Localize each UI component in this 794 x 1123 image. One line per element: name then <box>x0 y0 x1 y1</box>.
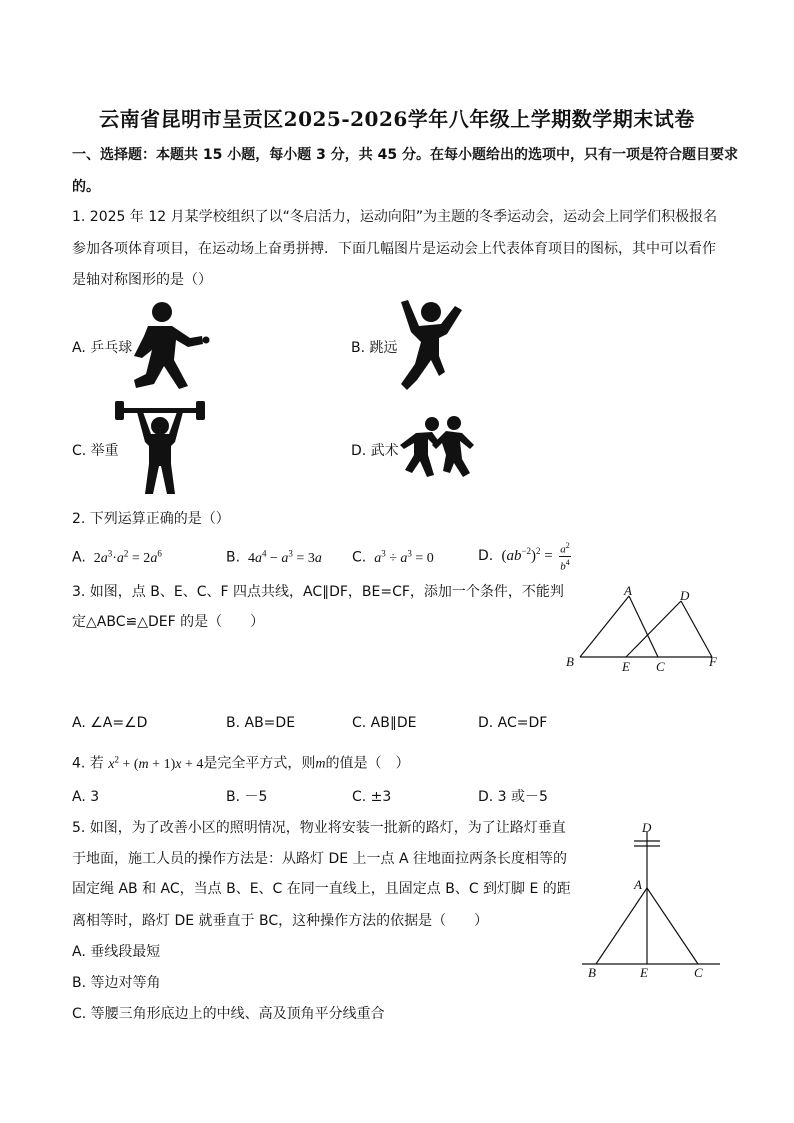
q3-option-b: B. AB=DE <box>226 715 296 731</box>
q4-stem-prefix: 4. 若 <box>72 755 104 772</box>
q1-option-c: C. 举重 <box>72 443 119 459</box>
q5-streetlight-figure <box>578 818 724 980</box>
q5-label-c: C <box>694 965 703 980</box>
ping-pong-icon <box>128 300 210 390</box>
q3-label-b: B <box>566 654 574 669</box>
q1-option-a: A. 乒乓球 <box>72 340 133 356</box>
q3-triangle-figure <box>562 580 732 678</box>
q4-stem-end: 的值是（ ） <box>325 755 410 772</box>
q5-label-e: E <box>640 965 648 980</box>
q3-label-c: C <box>656 659 665 674</box>
q2-option-d-label: D. <box>478 548 494 565</box>
q2-option-b-formula: $4a^4 - a^3 = 3a$ <box>244 548 322 566</box>
q3-line1: 3. 如图，点 B、E、C、F 四点共线，AC∥DF，BE=CF，添加一个条件，不能判 <box>72 584 564 600</box>
q4-variable-m: m <box>315 756 326 772</box>
q4-option-a: A. 3 <box>72 789 100 805</box>
q4-stem-suffix: 是完全平方式，则 <box>203 755 316 772</box>
q5-option-b: B. 等边对等角 <box>72 975 161 991</box>
q2-option-d-fraction: $a^2$ $b^4$ <box>560 541 570 573</box>
q1-option-b: B. 跳远 <box>351 340 398 356</box>
q4-option-c: C. ±3 <box>352 789 392 805</box>
q2-option-c <box>352 543 434 569</box>
q5-label-b: B <box>588 965 596 980</box>
q2-option-c-formula: $a^3 \div a^3 = 0$ <box>374 548 434 566</box>
q3-option-c: C. AB∥DE <box>352 715 417 731</box>
q5-line2: 于地面，施工人员的操作方法是：从路灯 DE 上一点 A 往地面拉两条长度相等的 <box>72 851 568 867</box>
weightlifting-icon <box>115 400 205 495</box>
section-heading-line1: 一、选择题：本题共 15 小题，每小题 3 分，共 45 分。在每小题给出的选项中，只有一项是符合题目要求 <box>72 147 738 163</box>
section-heading-line2: 的。 <box>72 179 100 195</box>
q5-line3: 固定绳 AB 和 AC，当点 B、E、C 在同一直线上，且固定点 B、C 到灯脚 E 的距 <box>72 881 571 897</box>
q4-stem <box>72 749 409 775</box>
q3-label-f: F <box>709 654 717 669</box>
q3-line2: 定△ABC≌△DEF 的是（ ） <box>72 614 265 630</box>
martial-arts-icon <box>396 415 480 479</box>
q3-label-d: D <box>680 588 690 603</box>
q5-line1: 5. 如图，为了改善小区的照明情况，物业将安装一批新的路灯，为了让路灯垂直 <box>72 820 566 836</box>
q2-stem: 2. 下列运算正确的是（） <box>72 511 230 527</box>
exam-title: 云南省昆明市呈贡区2025-2026学年八年级上学期数学期末试卷 <box>99 107 695 131</box>
q3-label-e: E <box>622 659 630 674</box>
q2-option-d <box>478 540 571 572</box>
q1-line2: 参加各项体育项目，在运动场上奋勇拼搏．下面几幅图片是运动会上代表体育项目的图标，其中可以看作 <box>72 241 716 257</box>
q1-line3: 是轴对称图形的是（） <box>72 272 212 288</box>
q2-option-a-formula: $2a^3\cdot a^2 = 2a^6$ <box>90 548 162 566</box>
q2-option-d-formula: $(ab^{-2})^2$ = <box>497 546 553 565</box>
q5-option-c: C. 等腰三角形底边上的中线、高及顶角平分线重合 <box>72 1006 385 1022</box>
q4-option-b: B. －5 <box>226 789 268 805</box>
q4-expression: $x^2 + (m + 1)x + 4$ <box>108 754 204 772</box>
q3-label-a: A <box>624 583 632 598</box>
q2-option-c-label: C. <box>352 549 367 566</box>
q5-line4: 离相等时，路灯 DE 就垂直于 BC，这种操作方法的依据是（ ） <box>72 913 489 929</box>
q2-option-a-label: A. <box>72 549 86 566</box>
q4-option-d: D. 3 或－5 <box>478 789 548 805</box>
q5-option-a: A. 垂线段最短 <box>72 944 161 960</box>
q2-option-a <box>72 543 162 569</box>
q3-option-d: D. AC=DF <box>478 715 548 731</box>
q3-option-a: A. ∠A=∠D <box>72 715 148 731</box>
q5-label-a: A <box>634 877 642 892</box>
q2-option-b-label: B. <box>226 549 241 566</box>
q1-option-d: D. 武术 <box>351 443 399 459</box>
q1-line1: 1. 2025 年 12 月某学校组织了以“冬启活力，运动向阳”为主题的冬季运动会，运动会上同学们积极报名 <box>72 209 718 225</box>
q2-option-b <box>226 543 322 569</box>
long-jump-icon <box>395 298 465 391</box>
q5-label-d: D <box>642 820 652 835</box>
